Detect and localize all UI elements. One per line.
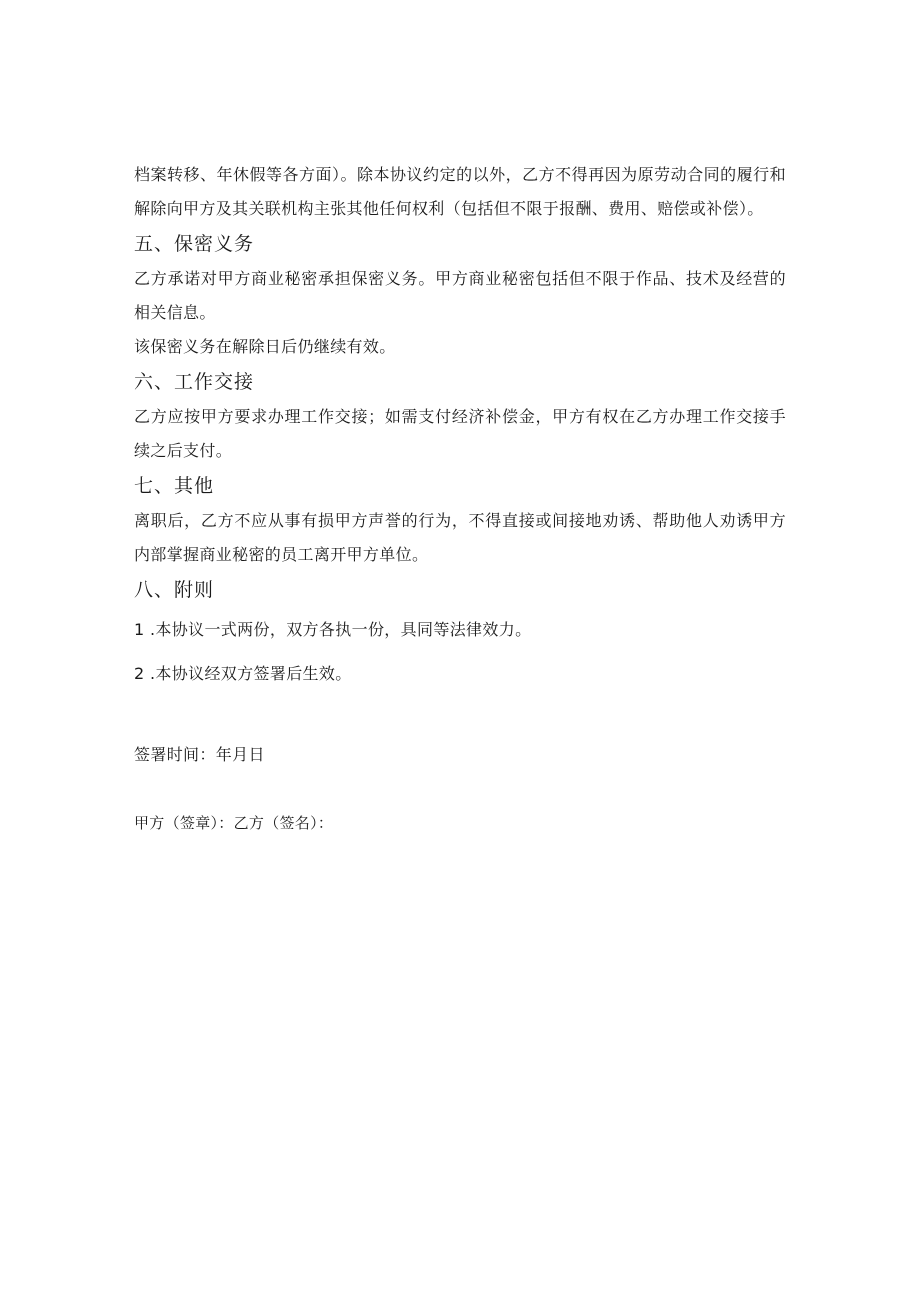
- signing-time: 签署时间：年月日: [134, 745, 265, 764]
- signing-parties: 甲方（签章）：乙方（签名）：: [134, 814, 334, 832]
- supplementary-item: 2 .本协议经双方签署后生效。: [134, 664, 352, 683]
- confidentiality-validity-paragraph: 该保密义务在解除日后仍继续有效。: [134, 337, 396, 356]
- confidentiality-paragraph: 乙方承诺对甲方商业秘密承担保密义务。甲方商业秘密包括但不限于作品、技术及经营的相关信息。: [134, 269, 786, 322]
- section-heading-other: 七、其他: [134, 475, 215, 497]
- handover-paragraph: 乙方应按甲方要求办理工作交接；如需支付经济补偿金，甲方有权在乙方办理工作交接手续之后支付。: [134, 407, 786, 460]
- other-paragraph: 离职后，乙方不应从事有损甲方声誉的行为，不得直接或间接地劝诱、帮助他人劝诱甲方内部掌握商业秘密的员工离开甲方单位。: [134, 511, 786, 564]
- section-heading-supplementary: 八、附则: [134, 579, 215, 601]
- section-heading-confidentiality: 五、保密义务: [134, 233, 255, 255]
- section-heading-handover: 六、工作交接: [134, 371, 255, 393]
- document-body: [134, 158, 786, 840]
- intro-paragraph: 档案转移、年休假等各方面）。除本协议约定的以外，乙方不得再因为原劳动合同的履行和解除向甲方及其关联机构主张其他任何权利（包括但不限于报酬、费用、赔偿或补偿）。: [134, 165, 786, 218]
- supplementary-item: 1 .本协议一式两份，双方各执一份，具同等法律效力。: [134, 620, 532, 639]
